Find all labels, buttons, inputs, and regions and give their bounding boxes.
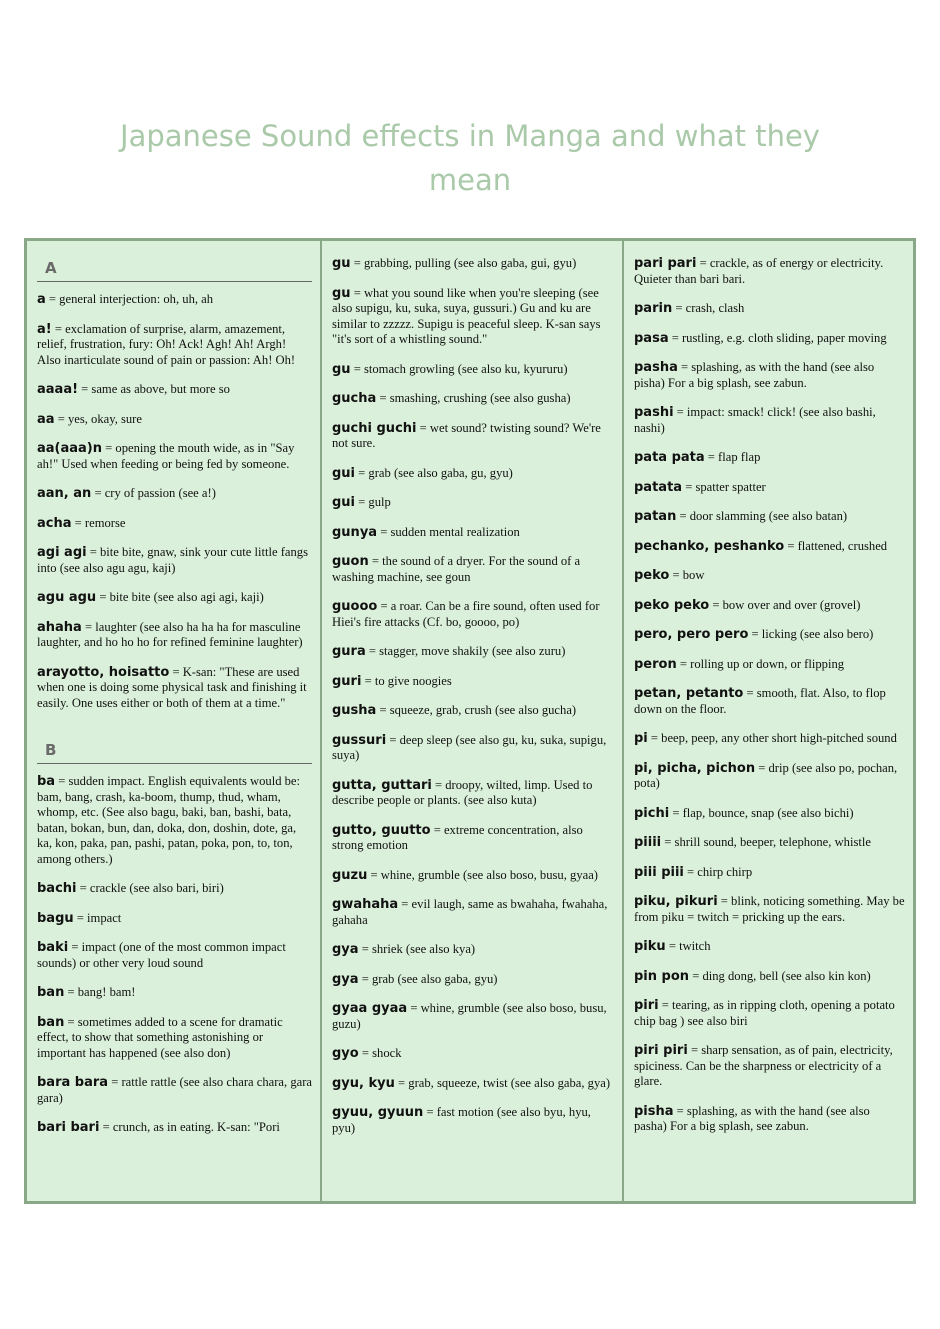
entry-term: piii piii [634, 864, 684, 880]
entry-definition: = laughter (see also ha ha ha for masculine laughter, and ho ho ho for refined feminine laughter) [37, 619, 303, 649]
entry-term: gutto, guutto [332, 822, 431, 838]
entry-list-b [37, 774, 312, 1136]
glossary-entry [37, 545, 312, 576]
entry-definition: = grab, squeeze, twist (see also gaba, gya) [394, 1075, 611, 1090]
glossary-entry [332, 466, 614, 482]
entry-definition: = splashing, as with the hand (see also pasha) For a big splash, see zabun. [634, 1103, 870, 1133]
entry-term: gura [332, 644, 366, 659]
glossary-entry [332, 286, 614, 348]
entry-definition: = deep sleep (see also gu, ku, suka, supigu, suya) [332, 732, 607, 762]
entry-definition: = cry of passion (see a!) [91, 486, 216, 500]
glossary-entry [332, 823, 614, 854]
entry-term: peko [634, 568, 670, 583]
glossary-entry [37, 985, 312, 1001]
entry-term: piku, pikuri [634, 894, 718, 909]
glossary-entry [332, 1105, 614, 1136]
glossary-entry [37, 774, 312, 867]
entry-term: pata pata [634, 450, 705, 465]
entry-definition: = stomach growling (see also ku, kyururu) [350, 361, 568, 376]
entry-term: ban [37, 985, 65, 1000]
entry-term: pasa [634, 330, 669, 346]
glossary-entry [332, 868, 614, 884]
glossary-entry [37, 382, 312, 398]
entry-term: gutta, guttari [332, 777, 432, 793]
entry-definition: = bow over and over (grovel) [709, 597, 861, 612]
entry-definition: = grab (see also gaba, gyu) [358, 971, 498, 986]
glossary-entry [332, 778, 614, 809]
glossary-entry [634, 939, 905, 955]
entry-term: piku [634, 939, 666, 954]
glossary-entry [634, 686, 905, 717]
entry-definition: = general interjection: oh, uh, ah [45, 292, 214, 306]
entry-definition: = sudden impact. English equivalents would be: bam, bang, crash, ka-boom, thump, thud, wham, whomp, etc. (See also bagu, baki, ban, bashi, bata, batan, bokan, bun, dan, doka, don, doshin, dote, ga, ka, kon, paka, pan, pashi, patan, poka, pon, to, ton, among others.) [37, 774, 301, 866]
glossary-entry [332, 644, 614, 660]
entry-term: guon [332, 554, 369, 569]
entry-definition: = impact (one of the most common impact sounds) or other very loud sound [37, 940, 286, 970]
glossary-entry [634, 480, 905, 496]
glossary-entry [37, 620, 312, 651]
entry-definition: = impact [73, 910, 122, 925]
glossary-table [24, 238, 916, 1204]
entry-term: gu [332, 256, 351, 271]
entry-term: pashi [634, 405, 674, 420]
glossary-entry [37, 590, 312, 606]
entry-definition: = spatter spatter [682, 479, 766, 494]
entry-definition: = the sound of a dryer. For the sound of a washing machine, see goun [332, 554, 581, 584]
glossary-entry [332, 897, 614, 928]
entry-term: guchi guchi [332, 420, 417, 436]
glossary-entry [634, 998, 905, 1029]
entry-definition: = rattle rattle (see also chara chara, gara gara) [37, 1075, 312, 1105]
entry-definition: = squeeze, grab, crush (see also gucha) [376, 703, 577, 717]
entry-definition: = crackle (see also bari, biri) [76, 881, 224, 895]
entry-term: bara bara [37, 1075, 109, 1090]
glossary-entry [634, 731, 905, 747]
entry-definition: = beep, peep, any other short high-pitched sound [647, 731, 897, 745]
entry-term: a! [37, 321, 52, 337]
entry-definition: = splashing, as with the hand (see also pisha) For a big splash, see zabun. [634, 360, 875, 390]
entry-definition: = grab (see also gaba, gu, gyu) [355, 465, 513, 480]
glossary-entry [634, 539, 905, 555]
entry-term: ahaha [37, 619, 82, 635]
glossary-entry [37, 292, 312, 308]
entry-definition: = ding dong, bell (see also kin kon) [689, 968, 871, 983]
entry-definition: = wet sound? twisting sound? We're not sure. [332, 420, 601, 450]
entry-definition: = rolling up or down, or flipping [676, 656, 845, 671]
glossary-entry [634, 301, 905, 317]
glossary-entry [332, 362, 614, 378]
entry-term: bagu [37, 910, 74, 926]
glossary-entry [634, 627, 905, 643]
glossary-entry [332, 525, 614, 541]
entry-list-a [37, 292, 312, 711]
entry-definition: = door slamming (see also batan) [676, 509, 848, 523]
entry-definition: = rustling, e.g. cloth sliding, paper moving [668, 330, 887, 345]
entry-term: aa [37, 411, 55, 427]
entry-term: pi, picha, pichon [634, 760, 756, 776]
glossary-entry [332, 942, 614, 958]
entry-definition: = chirp chirp [683, 864, 753, 879]
glossary-entry [332, 391, 614, 407]
glossary-entry [37, 911, 312, 927]
entry-definition: = sharp sensation, as of pain, electricity, spiciness. Can be the sharpness or electricity of a glare. [634, 1043, 893, 1088]
entry-term: gusha [332, 703, 377, 718]
entry-term: agi agi [37, 545, 87, 560]
section-heading-b: B [37, 737, 312, 764]
glossary-entry [634, 894, 905, 925]
glossary-entry [332, 421, 614, 452]
glossary-entry [37, 940, 312, 971]
entry-definition: = blink, noticing something. May be from piku = twitch = pricking up the ears. [634, 894, 905, 924]
entry-term: bari bari [37, 1120, 100, 1135]
entry-term: gu [332, 285, 351, 301]
entry-term: gya [332, 942, 359, 957]
entry-term: bachi [37, 881, 77, 896]
entry-term: peron [634, 656, 677, 672]
entry-definition: = licking (see also bero) [748, 627, 874, 641]
entry-definition: = flattened, crushed [784, 538, 888, 553]
glossary-entry [37, 412, 312, 428]
glossary-entry [332, 495, 614, 511]
entry-definition: = K-san: "These are used when one is doing some physical task and finishing it easily. One uses either or both of them at a time." [37, 664, 307, 710]
entry-term: pero, pero pero [634, 627, 749, 642]
entry-definition: = opening the mouth wide, as in "Say ah!" Used when feeding or being fed by someone. [37, 441, 295, 471]
entry-term: gyu, kyu [332, 1075, 395, 1091]
entry-definition: = sometimes added to a scene for dramatic effect, to show that something astonishing or important has happened (see also don) [37, 1014, 283, 1060]
entry-term: piri piri [634, 1043, 688, 1058]
entry-term: a [37, 292, 46, 307]
entry-definition: = shrill sound, beeper, telephone, whistle [661, 835, 871, 849]
glossary-entry [37, 486, 312, 502]
entry-term: arayotto, hoisatto [37, 664, 170, 680]
entry-term: patan [634, 509, 677, 524]
entry-list-g [332, 256, 614, 1136]
glossary-entry [37, 1075, 312, 1106]
entry-definition: = flap flap [704, 450, 761, 464]
entry-term: gunya [332, 524, 378, 540]
entry-definition: = evil laugh, same as bwahaha, fwahaha, gahaha [332, 897, 608, 927]
entry-definition: = sudden mental realization [377, 524, 520, 539]
glossary-entry [634, 865, 905, 881]
glossary-entry [37, 322, 312, 369]
glossary-entry [634, 806, 905, 822]
entry-term: parin [634, 301, 673, 316]
entry-definition: = crackle, as of energy or electricity. Quieter than bari bari. [634, 256, 884, 286]
entry-term: acha [37, 515, 72, 531]
entry-definition: = bang! bam! [64, 985, 136, 999]
entry-definition: = crunch, as in eating. K-san: "Pori [99, 1120, 280, 1134]
entry-term: gui [332, 495, 356, 510]
entry-definition: = shriek (see also kya) [358, 942, 476, 956]
entry-definition: = stagger, move shakily (see also zuru) [365, 644, 566, 658]
entry-term: gwahaha [332, 897, 399, 912]
glossary-entry [634, 761, 905, 792]
entry-term: pari pari [634, 256, 697, 271]
entry-term: agu agu [37, 590, 97, 605]
entry-definition: = remorse [71, 515, 126, 530]
glossary-entry [634, 1104, 905, 1135]
glossary-entry [37, 441, 312, 472]
entry-definition: = a roar. Can be a fire sound, often used for Hiei's fire attacks (Cf. bo, goooo, po) [332, 599, 600, 629]
entry-term: aaaa! [37, 382, 79, 397]
glossary-entry [332, 733, 614, 764]
entry-definition: = extreme concentration, also strong emotion [332, 822, 583, 852]
glossary-entry [634, 405, 905, 436]
column-1 [27, 241, 322, 1201]
entry-term: gyaa gyaa [332, 1001, 408, 1016]
entry-definition: = smashing, crushing (see also gusha) [376, 391, 571, 405]
entry-term: gya [332, 971, 359, 987]
entry-term: guzu [332, 867, 368, 883]
entry-list-p [634, 256, 905, 1135]
entry-definition: = shock [358, 1046, 402, 1060]
glossary-entry [634, 450, 905, 466]
entry-term: gussuri [332, 732, 387, 748]
glossary-entry [332, 972, 614, 988]
entry-term: piiii [634, 835, 662, 850]
glossary-entry [332, 674, 614, 690]
glossary-entry [37, 665, 312, 712]
glossary-entry [634, 1043, 905, 1090]
glossary-entry [332, 599, 614, 630]
entry-definition: = whine, grumble (see also boso, busu, gyaa) [367, 867, 598, 882]
entry-definition: = gulp [355, 495, 391, 509]
glossary-entry [332, 703, 614, 719]
entry-term: piri [634, 998, 659, 1013]
glossary-entry [332, 554, 614, 585]
entry-term: pichi [634, 805, 670, 821]
entry-definition: = what you sound like when you're sleeping (see also supigu, ku, suka, suya, gussuri.) Gu and ku are similar to zzzzz. Supigu is peaceful sleep. K-san says "it's sort of a whistling sound." [332, 285, 601, 346]
entry-term: pasha [634, 360, 678, 375]
entry-term: patata [634, 479, 683, 495]
glossary-entry [634, 568, 905, 584]
entry-term: pin pon [634, 968, 690, 984]
column-2 [322, 241, 624, 1201]
entry-term: gyo [332, 1046, 359, 1061]
glossary-entry [634, 969, 905, 985]
entry-term: gui [332, 465, 356, 481]
entry-term: aan, an [37, 486, 92, 501]
glossary-entry [332, 1076, 614, 1092]
entry-definition: = yes, okay, sure [54, 411, 142, 426]
entry-definition: = to give noogies [361, 673, 452, 688]
glossary-entry [634, 657, 905, 673]
entry-term: gu [332, 361, 351, 377]
entry-term: peko peko [634, 597, 710, 613]
entry-definition: = flap, bounce, snap (see also bichi) [669, 805, 854, 820]
glossary-entry [634, 598, 905, 614]
glossary-entry [332, 1046, 614, 1062]
entry-term: aa(aaa)n [37, 441, 102, 456]
entry-term: guri [332, 673, 362, 689]
entry-definition: = twitch [665, 939, 711, 953]
entry-definition: = exclamation of surprise, alarm, amazement, relief, frustration, fury: Oh! Ack! Agh! Ah! Argh! Also inarticulate sound of pain or passion: Ah! Oh! [37, 321, 296, 367]
entry-term: ban [37, 1014, 65, 1030]
section-heading-a: A [37, 255, 312, 282]
glossary-entry [37, 1015, 312, 1062]
entry-definition: = tearing, as in ripping cloth, opening a potato chip bag ) see also biri [634, 998, 895, 1028]
glossary-entry [332, 1001, 614, 1032]
column-3 [624, 241, 913, 1201]
entry-term: gyuu, gyuun [332, 1105, 424, 1120]
entry-term: guooo [332, 599, 378, 614]
entry-definition: = smooth, flat. Also, to flop down on the floor. [634, 686, 886, 716]
glossary-entry [37, 1120, 312, 1136]
entry-term: pechanko, peshanko [634, 538, 785, 554]
glossary-entry [634, 360, 905, 391]
entry-definition: = drip (see also po, pochan, pota) [634, 760, 898, 790]
entry-term: baki [37, 940, 69, 955]
glossary-entry [37, 516, 312, 532]
glossary-entry [634, 509, 905, 525]
entry-definition: = bite bite (see also agi agi, kaji) [96, 590, 264, 604]
entry-definition: = grabbing, pulling (see also gaba, gui, gyu) [350, 256, 577, 270]
entry-term: ba [37, 774, 56, 789]
entry-term: gucha [332, 391, 377, 406]
glossary-entry [634, 835, 905, 851]
entry-definition: = whine, grumble (see also boso, busu, guzu) [332, 1001, 607, 1031]
glossary-entry [634, 256, 905, 287]
entry-definition: = fast motion (see also byu, hyu, pyu) [332, 1105, 591, 1135]
entry-term: petan, petanto [634, 686, 744, 701]
glossary-entry [37, 881, 312, 897]
entry-definition: = bite bite, gnaw, sink your cute little fangs into (see also agu agu, kaji) [37, 545, 308, 575]
entry-term: pi [634, 731, 648, 746]
page-title: Japanese Sound effects in Manga and what they mean [120, 119, 820, 197]
entry-definition: = bow [669, 568, 705, 582]
entry-definition: = impact: smack! click! (see also bashi, nashi) [634, 405, 876, 435]
glossary-entry [332, 256, 614, 272]
entry-definition: = droopy, wilted, limp. Used to describe people or plants. (see also kuta) [332, 777, 593, 807]
entry-definition: = same as above, but more so [78, 382, 230, 396]
glossary-entry [634, 331, 905, 347]
entry-term: pisha [634, 1103, 674, 1119]
entry-definition: = crash, clash [672, 301, 745, 315]
